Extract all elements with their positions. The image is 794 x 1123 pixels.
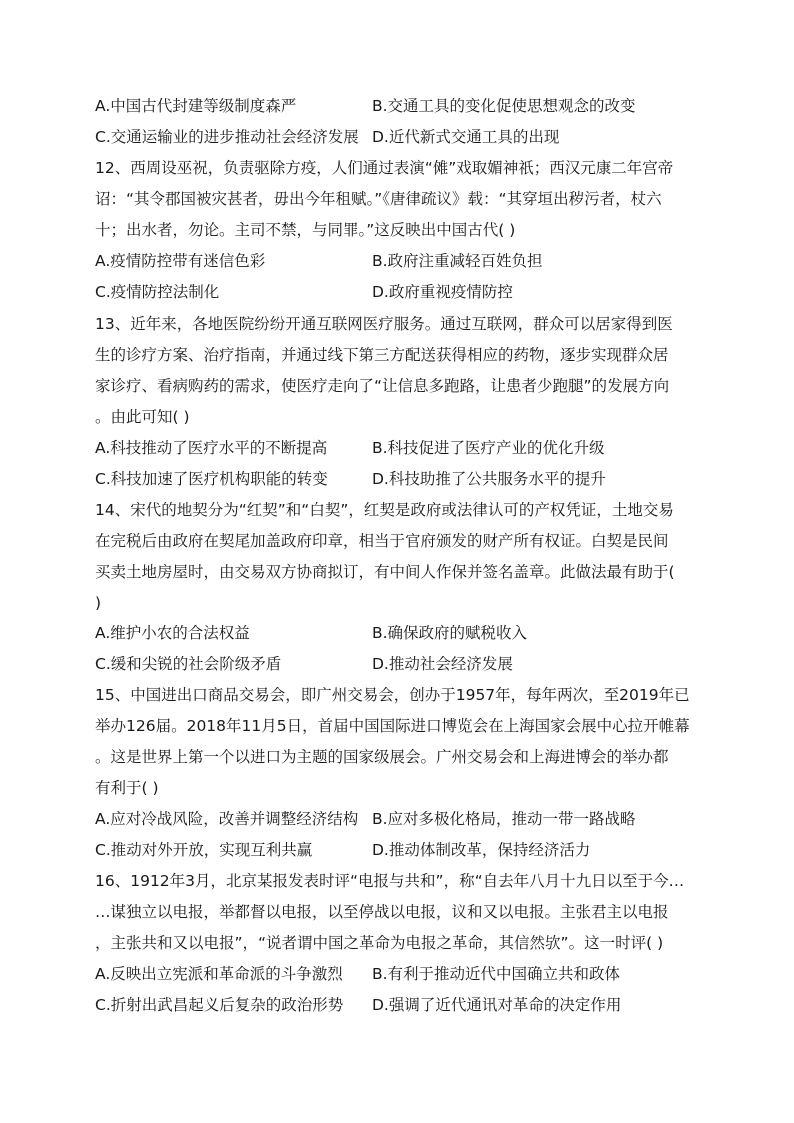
q13-option-b[interactable]: B.科技促进了医疗产业的优化升级	[372, 439, 605, 457]
q14-options-row-1	[95, 618, 705, 648]
q13-option-d[interactable]: D.科技助推了公共服务水平的提升	[372, 470, 606, 488]
q13-option-a[interactable]: A.科技推动了医疗水平的不断提高	[95, 439, 328, 457]
q12-option-d[interactable]: D.政府重视疫情防控	[372, 283, 513, 301]
q16-option-a[interactable]: A.反映出立宪派和革命派的斗争激烈	[95, 965, 343, 983]
q11-options-row-2	[95, 122, 705, 152]
q13-stem-line-4: 。由此可知( )	[95, 408, 190, 426]
q12-options-row-2	[95, 277, 705, 307]
q16-option-b[interactable]: B.有利于推动近代中国确立共和政体	[372, 965, 621, 983]
q15-stem-line-4: 有利于( )	[95, 779, 159, 797]
q11-option-b[interactable]: B.交通工具的变化促使思想观念的改变	[372, 97, 636, 115]
q15-options-row-1	[95, 804, 705, 834]
q11-options-row-1	[95, 91, 705, 121]
q13-options-row-2	[95, 464, 705, 494]
q12-option-a[interactable]: A.疫情防控带有迷信色彩	[95, 252, 266, 270]
q12-options-row-1	[95, 246, 705, 276]
q15-stem-line-3: 。这是世界上第一个以进口为主题的国家级展会。广州交易会和上海进博会的举办都	[95, 748, 669, 766]
q14-option-a[interactable]: A.维护小农的合法权益	[95, 624, 250, 642]
q13-options-row-1	[95, 433, 705, 463]
q14-option-d[interactable]: D.推动社会经济发展	[372, 655, 513, 673]
q15-stem-line-2: 举办126届。2018年11月5日，首届中国国际进口博览会在上海国家会展中心拉开帷幕	[95, 717, 690, 735]
q13-stem-line-1: 13、近年来，各地医院纷纷开通互联网医疗服务。通过互联网，群众可以居家得到医	[95, 315, 673, 333]
q13-stem-line-3: 家诊疗、看病购药的需求，使医疗走向了“让信息多跑路，让患者少跑腿”的发展方向	[95, 377, 670, 395]
q16-stem-line-2: …谋独立以电报，举都督以电报，以至停战以电报，议和又以电报。主张君主以电报	[95, 903, 669, 921]
q12-stem-line-3: 十；出水者，勿论。主司不禁，与同罪。”这反映出中国古代( )	[95, 221, 516, 239]
q14-option-b[interactable]: B.确保政府的赋税收入	[372, 624, 528, 642]
q11-option-d[interactable]: D.近代新式交通工具的出现	[372, 128, 560, 146]
q11-option-a[interactable]: A.中国古代封建等级制度森严	[95, 97, 297, 115]
q12-stem-line-2: 诏：“其令郡国被灾甚者，毋出今年租赋。”《唐律疏议》载：“其穿垣出秽污者，杖六	[95, 190, 662, 208]
q12-option-c[interactable]: C.疫情防控法制化	[95, 283, 220, 301]
q15-option-c[interactable]: C.推动对外开放，实现互利共赢	[95, 841, 313, 859]
q13-stem-line-2: 生的诊疗方案、治疗指南，并通过线下第三方配送获得相应的药物，逐步实现群众居	[95, 346, 669, 364]
q15-stem-line-1: 15、中国进出口商品交易会，即广州交易会，创办于1957年，每年两次，至2019年已	[95, 686, 690, 704]
q12-stem-line-1: 12、西周设巫祝，负责驱除方疫，人们通过表演“傩”戏取媚神祇；西汉元康二年宫帝	[95, 159, 674, 177]
q15-option-d[interactable]: D.推动体制改革，保持经济活力	[372, 841, 591, 859]
q15-option-a[interactable]: A.应对冷战风险，改善并调整经济结构	[95, 810, 359, 828]
q16-stem-line-3: ，主张共和又以电报”，“说者谓中国之革命为电报之革命，其信然欤”。这一时评( )	[95, 934, 664, 952]
q16-options-row-1	[95, 959, 705, 989]
q13-option-c[interactable]: C.科技加速了医疗机构职能的转变	[95, 470, 328, 488]
q15-options-row-2	[95, 835, 705, 865]
q16-options-row-2	[95, 990, 705, 1020]
q14-option-c[interactable]: C.缓和尖锐的社会阶级矛盾	[95, 655, 282, 673]
q11-option-c[interactable]: C.交通运输业的进步推动社会经济发展	[95, 128, 359, 146]
q14-options-row-2	[95, 649, 705, 679]
q14-stem-line-2: 在完税后由政府在契尾加盖政府印章，相当于官府颁发的财产所有权证。白契是民间	[95, 532, 669, 550]
q12-option-b[interactable]: B.政府注重减轻百姓负担	[372, 252, 543, 270]
q15-option-b[interactable]: B.应对多极化格局，推动一带一路战略	[372, 810, 636, 828]
q14-stem-line-4: )	[95, 594, 102, 612]
q16-stem-line-1: 16、1912年3月，北京某报发表时评“电报与共和”，称“自去年八月十九日以至于今…	[95, 872, 685, 890]
q16-option-d[interactable]: D.强调了近代通讯对革命的决定作用	[372, 996, 622, 1014]
q14-stem-line-3: 买卖土地房屋时，由交易双方协商拟订，有中间人作保并签名盖章。此做法最有助于(	[95, 563, 675, 581]
q16-option-c[interactable]: C.折射出武昌起义后复杂的政治形势	[95, 996, 344, 1014]
q14-stem-line-1: 14、宋代的地契分为“红契”和“白契”，红契是政府或法律认可的产权凭证，土地交易	[95, 501, 674, 519]
